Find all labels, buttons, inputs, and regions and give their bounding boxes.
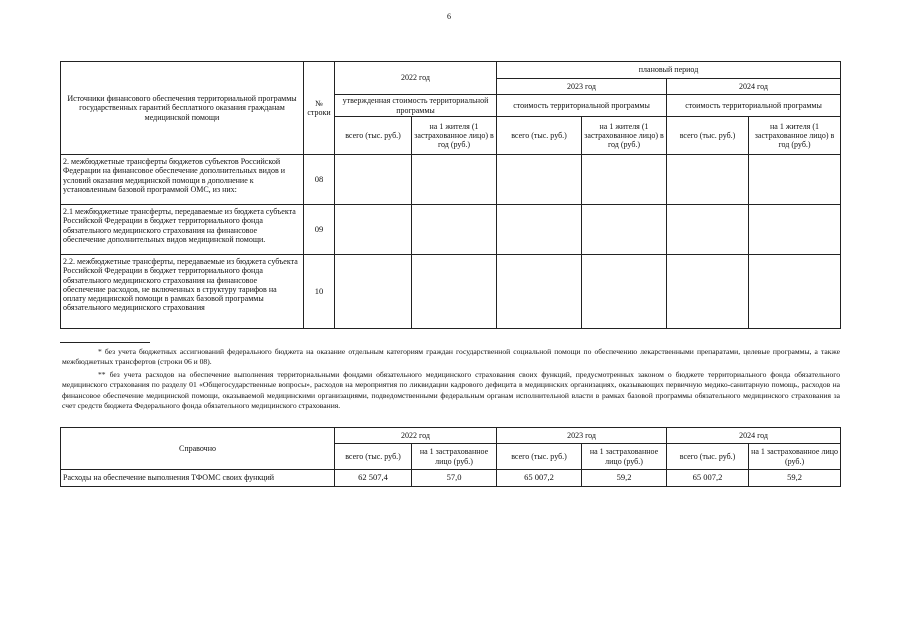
cell-empty	[749, 205, 841, 255]
ref-header-total-2023: всего (тыс. руб.)	[497, 444, 582, 470]
row-number: 09	[304, 205, 335, 255]
footnote-single-asterisk: * без учета бюджетных ассигнований федерального бюджета на оказание отдельным категориям граждан государственной социальной помощи по обеспечению лекарственными препаратами, целевые программы, а также межбюджетных трансфертов (строки 06 и 08).	[62, 347, 840, 367]
row-source: 2.1 межбюджетные трансферты, передаваемые из бюджета субъекта Российской Федерации в бюджет территориального фонда обязательного медицинского страхования на финансовое обеспечение дополнительных видов медицинской помощи.	[61, 205, 304, 255]
ref-per-insured-2022: 57,0	[412, 470, 497, 487]
row-source: 2.2. межбюджетные трансферты, передаваемые из бюджета субъекта Российской Федерации в бюджет территориального фонда обязательного медицинского страхования на финансовое обеспечение расходов, не включенных в структуру тарифов на оплату медицинской помощи в рамках базовой программы обязательного медицинского страхования	[61, 255, 304, 329]
ref-row-label: Расходы на обеспечение выполнения ТФОМС своих функций	[61, 470, 335, 487]
cell-empty	[412, 205, 497, 255]
footnote-double-asterisk: ** без учета расходов на обеспечение выполнения территориальными фондами обязательного медицинского страхования своих функций, предусмотренных законом о бюджете территориального фонда обязательного медицинского страхования по разделу 01 «Общегосударственные вопросы», расходов на мероприятия по ликвидации кадрового дефицита в медицинских организациях, оказывающих первичную медико-санитарную помощь, расходов на финансовое обеспечение медицинской помощи, оказываемой медицинскими организациями, подведомственными федеральным органам исполнительной власти в рамках базовой программы обязательного медицинского страхования за счет средств бюджета Федерального фонда обязательного медицинского страхования.	[62, 370, 840, 411]
reference-table	[60, 427, 841, 487]
cell-empty	[335, 255, 412, 329]
header-per-resident-2023: на 1 жителя (1 застрахованное лицо) в год (руб.)	[582, 117, 667, 155]
footnote-divider	[60, 342, 150, 343]
cell-empty	[667, 155, 749, 205]
ref-header-per-insured-2024: на 1 застрахованное лицо (руб.)	[749, 444, 841, 470]
ref-header-per-insured-2023: на 1 застрахованное лицо (руб.)	[582, 444, 667, 470]
cell-empty	[667, 205, 749, 255]
cell-empty	[497, 205, 582, 255]
ref-header-year-2022: 2022 год	[335, 428, 497, 444]
header-year-2022: 2022 год	[335, 62, 497, 95]
cell-empty	[667, 255, 749, 329]
page-number: 6	[447, 12, 451, 21]
header-year-2023: 2023 год	[497, 79, 667, 95]
ref-total-2023: 65 007,2	[497, 470, 582, 487]
cell-empty	[335, 205, 412, 255]
row-source: 2. межбюджетные трансферты бюджетов субъектов Российской Федерации на финансовое обеспечение дополнительных видов и условий оказания медицинской помощи в дополнение к установленным базовой программой ОМС, из них:	[61, 155, 304, 205]
header-approved-cost: утвержденная стоимость территориальной программы	[335, 95, 497, 117]
header-per-resident-2024: на 1 жителя (1 застрахованное лицо) в год (руб.)	[749, 117, 841, 155]
ref-per-insured-2024: 59,2	[749, 470, 841, 487]
header-sources: Источники финансового обеспечения территориальной программы государственных гарантий бесплатного оказания гражданам медицинской помощи	[61, 62, 304, 155]
cell-empty	[497, 255, 582, 329]
financing-sources-table	[60, 61, 841, 329]
ref-header-label: Справочно	[61, 428, 335, 470]
cell-empty	[335, 155, 412, 205]
row-number: 10	[304, 255, 335, 329]
ref-header-year-2023: 2023 год	[497, 428, 667, 444]
cell-empty	[582, 155, 667, 205]
table-row	[61, 205, 841, 255]
ref-header-total-2022: всего (тыс. руб.)	[335, 444, 412, 470]
header-cost-2024: стоимость территориальной программы	[667, 95, 841, 117]
row-number: 08	[304, 155, 335, 205]
header-per-resident-2022: на 1 жителя (1 застрахованное лицо) в год (руб.)	[412, 117, 497, 155]
cell-empty	[749, 255, 841, 329]
cell-empty	[412, 155, 497, 205]
table-row	[61, 155, 841, 205]
cell-empty	[497, 155, 582, 205]
header-year-2024: 2024 год	[667, 79, 841, 95]
header-total-2023: всего (тыс. руб.)	[497, 117, 582, 155]
cell-empty	[412, 255, 497, 329]
header-total-2024: всего (тыс. руб.)	[667, 117, 749, 155]
ref-header-year-2024: 2024 год	[667, 428, 841, 444]
cell-empty	[749, 155, 841, 205]
table-row	[61, 255, 841, 329]
cell-empty	[582, 255, 667, 329]
ref-total-2022: 62 507,4	[335, 470, 412, 487]
ref-total-2024: 65 007,2	[667, 470, 749, 487]
header-planning-period: плановый период	[497, 62, 841, 79]
header-row-number: № строки	[304, 62, 335, 155]
ref-per-insured-2023: 59,2	[582, 470, 667, 487]
cell-empty	[582, 205, 667, 255]
header-cost-2023: стоимость территориальной программы	[497, 95, 667, 117]
ref-header-per-insured-2022: на 1 застрахованное лицо (руб.)	[412, 444, 497, 470]
ref-header-total-2024: всего (тыс. руб.)	[667, 444, 749, 470]
table-row	[61, 470, 841, 487]
header-total-2022: всего (тыс. руб.)	[335, 117, 412, 155]
